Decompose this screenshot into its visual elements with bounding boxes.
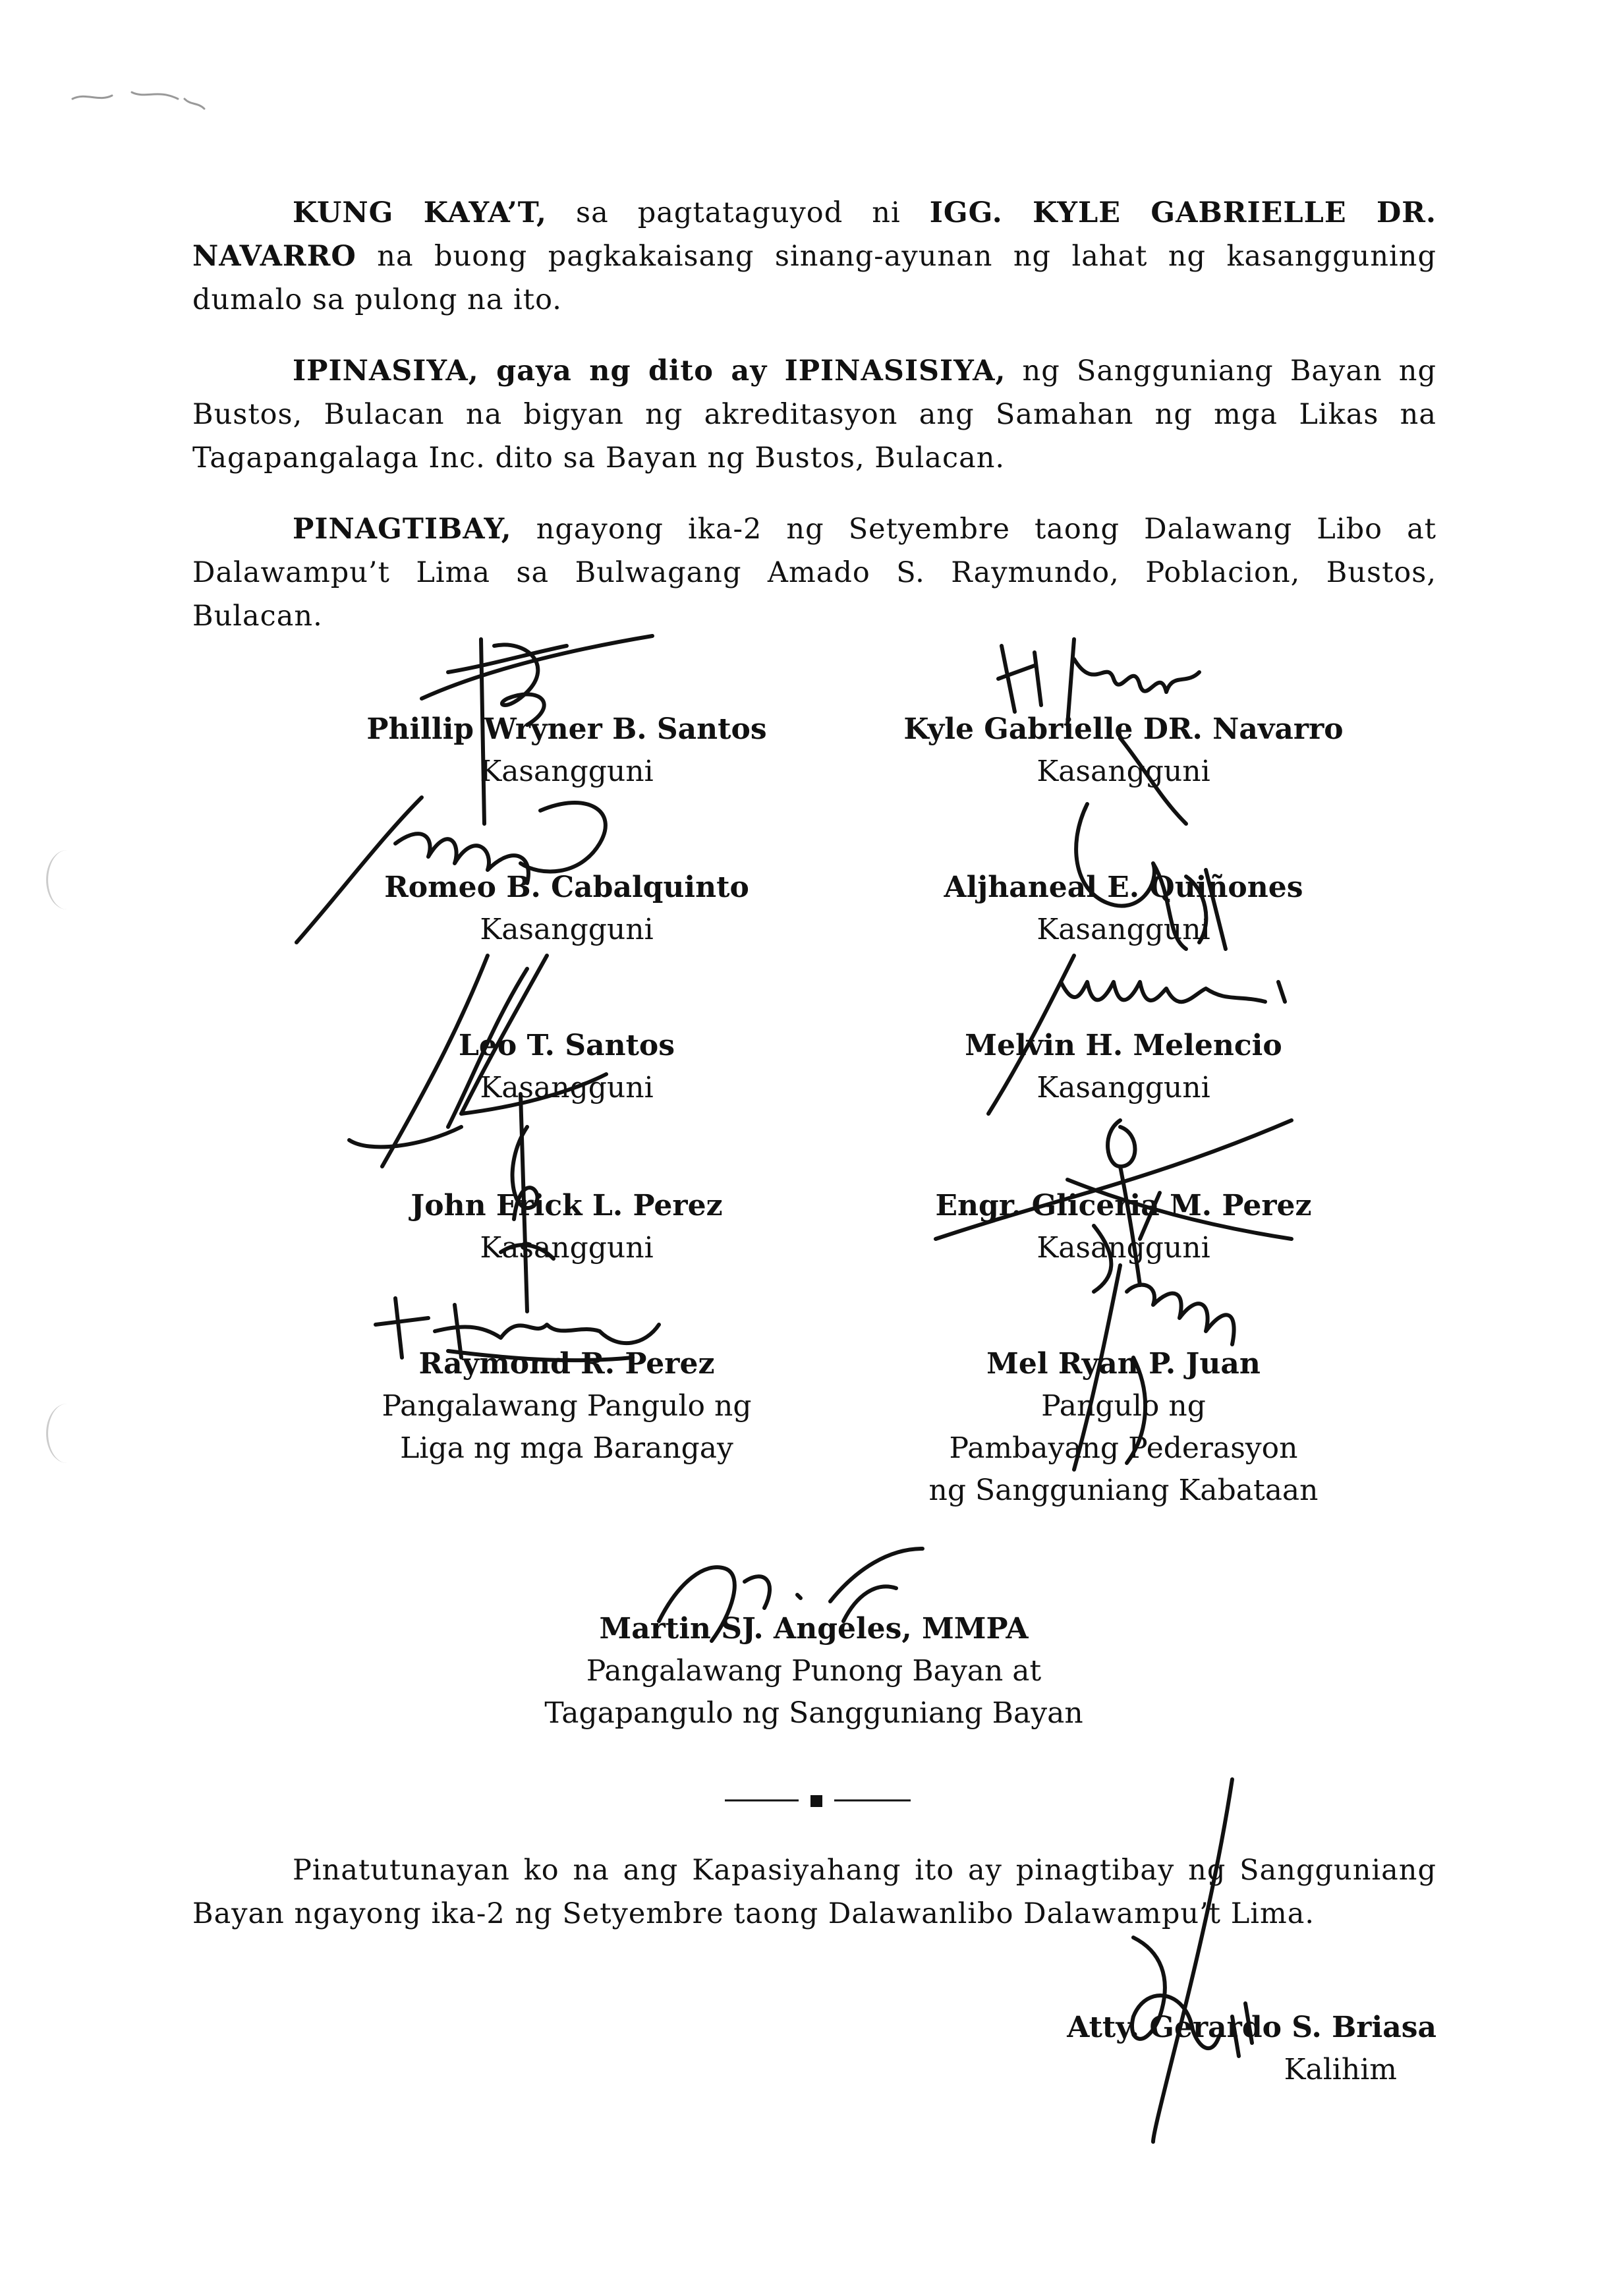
signatory-name: Engr. Gliceria M. Perez <box>935 1189 1312 1222</box>
signatory-title: Kasangguni <box>480 755 654 788</box>
signature-angeles <box>646 1542 936 1661</box>
presiding-title: Tagapangulo ng Sangguniang Bayan <box>544 1696 1083 1730</box>
punch-hole-mark <box>46 850 88 909</box>
signatory-name: Aljhaneal E. Quiñones <box>944 871 1303 904</box>
pinagtibay-lead: PINAGTIBAY, <box>293 513 512 546</box>
signatory-name: Phillip Wryner B. Santos <box>366 712 767 746</box>
ipinasiya-text: ng Sangguniang Bayan ng Bustos, Bulacan na bigyan ng akreditasyon ang Samahan ng mga Likas na Tagapangalaga Inc. dito sa Bayan ng Bustos, Bulacan. <box>192 355 1436 474</box>
signatory-name: Leo T. Santos <box>458 1029 675 1062</box>
kung-kayat-text1: sa pagtataguyod ni <box>546 196 930 229</box>
signatory-title: Kasangguni <box>480 913 654 946</box>
pinagtibay-paragraph <box>192 507 1436 638</box>
signatory-name: Mel Ryan P. Juan <box>986 1347 1261 1381</box>
ipinasiya-paragraph <box>192 349 1436 480</box>
presiding-title: Pangalawang Punong Bayan at <box>586 1654 1042 1688</box>
secretary-title: Kalihim <box>1284 2053 1397 2086</box>
signatory-name: Kyle Gabrielle DR. Navarro <box>903 712 1344 746</box>
signatory-title: ng Sangguniang Kabataan <box>928 1474 1319 1507</box>
signature-quinones <box>1054 791 1252 962</box>
signatory-title: Pangulo ng <box>1041 1389 1206 1423</box>
signatory-title: Pambayang Pederasyon <box>949 1431 1298 1465</box>
signature-briasa <box>1054 1766 1278 2148</box>
signatory-title: Liga ng mga Barangay <box>400 1431 733 1465</box>
signatory-name: John Erick L. Perez <box>411 1189 723 1222</box>
presiding-name: Martin SJ. Angeles, MMPA <box>599 1612 1029 1646</box>
signatory-title: Kasangguni <box>1037 1231 1210 1265</box>
secretary-name: Atty. Gerardo S. Briasa <box>1067 2011 1436 2044</box>
signature-juan <box>1028 1252 1278 1483</box>
certification-text: Pinatutunayan ko na ang Kapasiyahang ito ay pinagtibay ng Sangguniang Bayan ngayong ika-2 ng Setyembre taong Dalawanlibo Dalawampu’t Lima. <box>192 1854 1436 1930</box>
kung-kayat-text2: na buong pagkakaisang sinang-ayunan ng lahat ng kasangguning dumalo sa pulong na ito. <box>192 240 1436 316</box>
signatory-name: Raymond R. Perez <box>418 1347 715 1381</box>
signature-cabalquinto <box>290 784 659 949</box>
signatory-name: Romeo B. Cabalquinto <box>384 871 749 904</box>
punch-hole-mark <box>46 1404 88 1463</box>
signatory-title: Kasangguni <box>1037 1071 1210 1105</box>
pinagtibay-text: ngayong ika-2 ng Setyembre taong Dalawang Libo at Dalawampu’t Lima sa Bulwagang Amado S. Raymundo, Poblacion, Bustos, Bulacan. <box>192 513 1436 633</box>
signatory-title: Kasangguni <box>1037 913 1210 946</box>
sponsor-name: IGG. KYLE GABRIELLE DR. NAVARRO <box>192 196 1436 273</box>
signatory-title: Kasangguni <box>1037 755 1210 788</box>
signatory-title: Pangalawang Pangulo ng <box>382 1389 752 1423</box>
scan-mark <box>66 79 211 112</box>
signature-perez-raymond <box>369 1285 672 1377</box>
kung-kayat-lead: KUNG KAYA’T, <box>293 196 547 229</box>
signatory-name: Melvin H. Melencio <box>965 1029 1282 1062</box>
ipinasiya-lead: IPINASIYA, gaya ng dito ay IPINASISIYA, <box>293 355 1006 387</box>
signatory-title: Kasangguni <box>480 1231 654 1265</box>
signatory-title: Kasangguni <box>480 1071 654 1105</box>
signature-melencio <box>949 942 1318 1120</box>
kung-kayat-paragraph <box>192 191 1436 322</box>
section-separator <box>720 1787 917 1814</box>
